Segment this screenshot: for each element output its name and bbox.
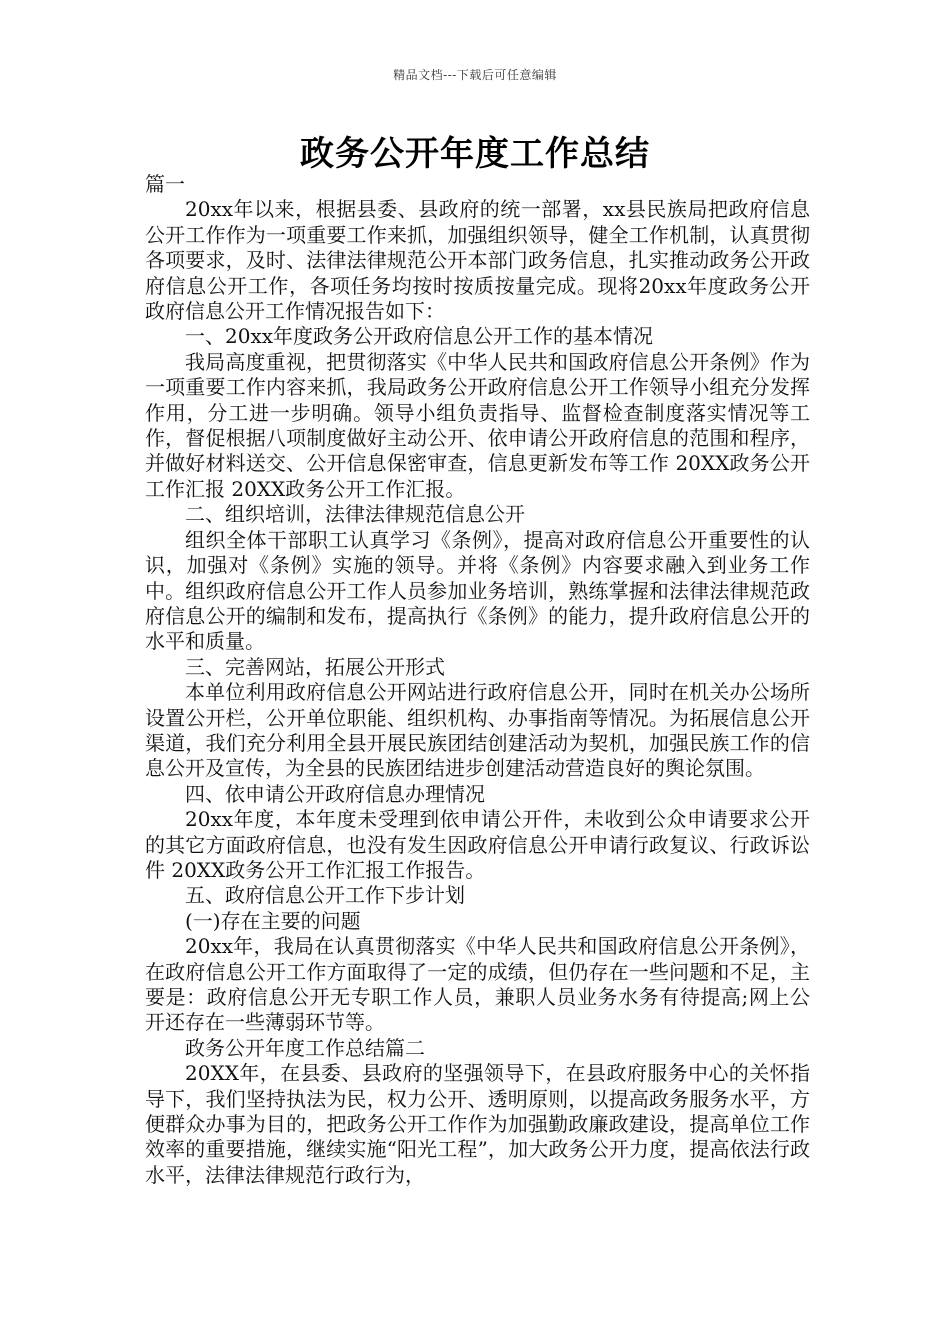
paragraph: 本单位利用政府信息公开网站进行政府信息公开，同时在机关办公场所设置公开栏，公开单位职能、组织机构、办事指南等情况。为拓展信息公开渠道，我们充分利用全县开展民族团结创建活动为契机，加强民族工作的信息公开及宣传，为全县的民族团结进步创建活动营造良好的舆论氛围。 — [145, 680, 810, 781]
paragraph: 20xx年以来，根据县委、县政府的统一部署，xx县民族局把政府信息公开工作作为一项重要工作来抓，加强组织领导，健全工作机制，认真贯彻各项要求，及时、法律法律规范公开本部门政务信息，扎实推动政务公开政府信息公开工作，各项任务均按时按质按量完成。现将20xx年度政务公开政府信息公开工作情况报告如下： — [145, 197, 810, 324]
paragraph: (一)存在主要的问题 — [185, 908, 361, 933]
paragraph: 二、组织培训，法律法律规范信息公开 — [185, 502, 525, 527]
document-title: 政务公开年度工作总结 — [300, 134, 650, 174]
paragraph: 20XX年，在县委、县政府的坚强领导下，在县政府服务中心的关怀指导下，我们坚持执法为民，权力公开、透明原则，以提高政务服务水平，方便群众办事为目的，把政务公开工作作为加强勤政廉政建设，提高单位工作效率的重要措施，继续实施“阳光工程”，加大政务公开力度，提高依法行政水平，法律法律规范行政行为， — [145, 1061, 810, 1187]
paragraph: 四、依申请公开政府信息办理情况 — [185, 781, 485, 806]
paragraph: 20xx年，我局在认真贯彻落实《中华人民共和国政府信息公开条例》，在政府信息公开工作方面取得了一定的成绩，但仍存在一些问题和不足，主要是：政府信息公开无专职工作人员，兼职人员业务水务有待提高;网上公开还存在一些薄弱环节等。 — [145, 934, 810, 1035]
header-note: 精品文档---下载后可任意编辑 — [393, 68, 557, 82]
paragraph: 我局高度重视，把贯彻落实《中华人民共和国政府信息公开条例》作为一项重要工作内容来抓，我局政务公开政府信息公开工作领导小组充分发挥作用，分工进一步明确。领导小组负责指导、监督检查制度落实情况等工作，督促根据八项制度做好主动公开、依申请公开政府信息的范围和程序，并做好材料送交、公开信息保密审查，信息更新发布等工作 20XX政务公开工作汇报 20XX政务公开工作汇报。 — [145, 349, 810, 501]
paragraph: 政务公开年度工作总结篇二 — [185, 1035, 425, 1060]
paragraph: 三、完善网站，拓展公开形式 — [185, 654, 445, 679]
paragraph: 20xx年度，本年度未受理到依申请公开件，未收到公众申请要求公开的其它方面政府信息，也没有发生因政府信息公开申请行政复议、行政诉讼件 20XX政务公开工作汇报工作报告。 — [145, 807, 810, 882]
paragraph: 一、20xx年度政务公开政府信息公开工作的基本情况 — [185, 324, 654, 349]
paragraph: 五、政府信息公开工作下步计划 — [185, 883, 465, 908]
paragraph: 组织全体干部职工认真学习《条例》，提高对政府信息公开重要性的认识，加强对《条例》实施的领导。并将《条例》内容要求融入到业务工作中。组织政府信息公开工作人员参加业务培训，熟练掌握和法律法律规范政府信息公开的编制和发布，提高执行《条例》的能力，提升政府信息公开的水平和质量。 — [145, 527, 810, 654]
paragraph: 篇一 — [145, 172, 185, 196]
document-body — [145, 172, 810, 1188]
